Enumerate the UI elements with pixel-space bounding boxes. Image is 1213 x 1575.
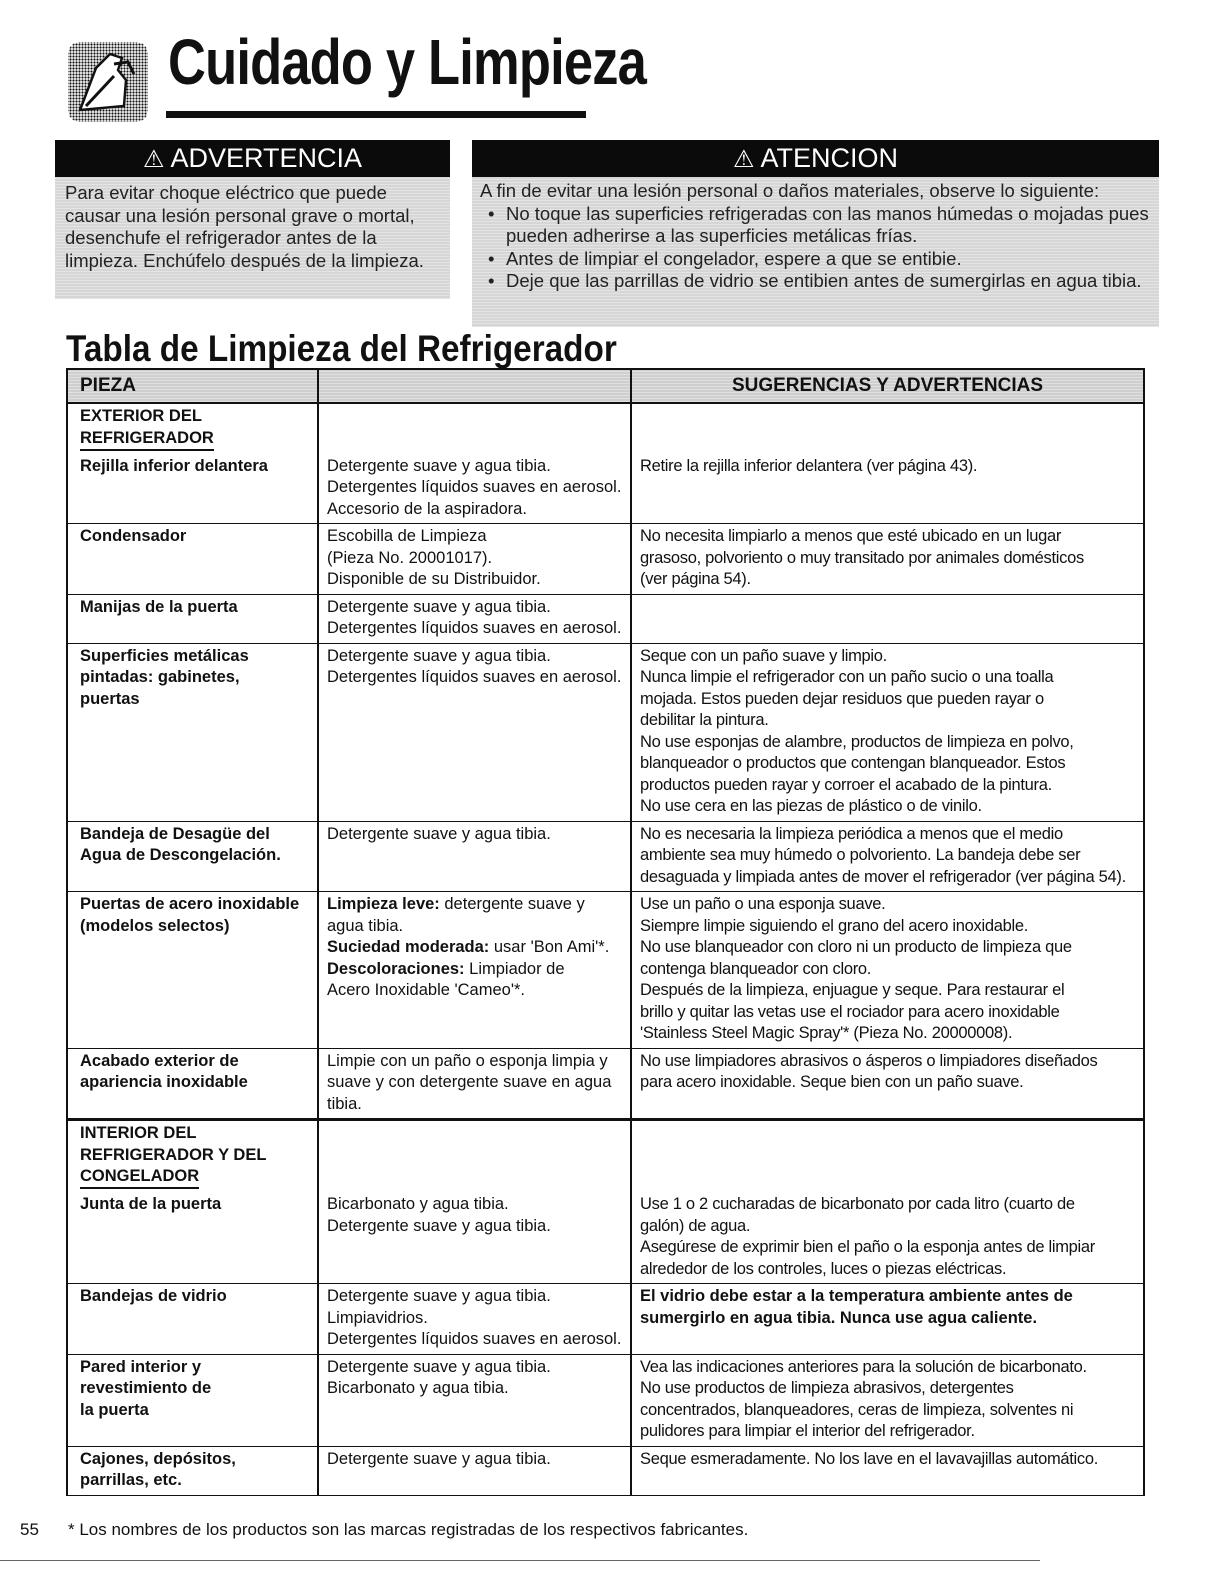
- cell-line: alrededor de los controles, luces o piezas eléctricas.: [640, 1259, 1007, 1278]
- bottom-rule: [0, 1560, 1040, 1561]
- advertencia-body: [55, 177, 450, 299]
- cell-line: Seque con un paño suave y limpio.: [640, 646, 887, 665]
- cell-text: detergente suave y: [439, 895, 585, 913]
- cell-line: contenga blanqueador con cloro.: [640, 959, 872, 978]
- advertencia-box: [55, 140, 450, 299]
- cell-line: El vidrio debe estar a la temperatura ambiente antes de: [640, 1287, 1073, 1305]
- cell-line: Junta de la puerta: [80, 1195, 222, 1213]
- empty-cell: [631, 403, 1144, 454]
- table-row: [67, 643, 1144, 821]
- cleaning-table: [66, 368, 1145, 1496]
- table-row: [67, 1192, 1144, 1284]
- header-pieza: PIEZA: [67, 369, 318, 403]
- cell-line: productos pueden rayar y corroer el acabado de la pintura.: [640, 775, 1052, 794]
- cell-text: Acero Inoxidable 'Cameo'*.: [327, 981, 525, 999]
- table-row: [67, 1284, 1144, 1355]
- table-row: [67, 1446, 1144, 1495]
- table-row: [67, 821, 1144, 892]
- pieza-cell: [67, 643, 318, 821]
- cell-line: sumergirlo en agua tibia. Nunca use agua caliente.: [640, 1308, 1038, 1327]
- cell-line: pulidores para limpiar el interior del refrigerador.: [640, 1422, 975, 1440]
- cell-line: No use esponjas de alambre, productos de limpieza en polvo,: [640, 732, 1074, 751]
- cell-text: usar 'Bon Ami'*.: [489, 938, 610, 956]
- cell-line: revestimiento de: [80, 1379, 212, 1397]
- section-title-line: REFRIGERADOR Y DEL: [80, 1145, 267, 1164]
- suggestions-cell: [631, 1048, 1144, 1120]
- cell-line: Detergente suave y agua tibia.: [327, 824, 551, 843]
- cell-line: No use productos de limpieza abrasivos, detergentes: [640, 1379, 1014, 1397]
- cleaning-hand-icon: [66, 40, 150, 124]
- cell-line: Detergente suave y agua tibia.: [327, 456, 551, 475]
- cell-line: Detergente suave y agua tibia.: [327, 1357, 551, 1376]
- warning-triangle-icon: ⚠: [732, 146, 755, 173]
- cell-line: Puertas de acero inoxidable: [80, 895, 300, 913]
- atencion-bullet: • Antes de limpiar el congelador, espere a que se entibie.: [480, 248, 1151, 271]
- atencion-bullet: • Deje que las parrillas de vidrio se entibien antes de sumergirlas en agua tibia.: [480, 270, 1151, 293]
- cell-line: Detergente suave y agua tibia.: [327, 597, 551, 616]
- bold-label: Limpieza leve:: [327, 895, 440, 913]
- table-title: Tabla de Limpieza del Refrigerador: [66, 328, 617, 369]
- pieza-cell: [67, 454, 318, 524]
- cell-line: No use cera en las piezas de plástico o de vinilo.: [640, 797, 982, 815]
- cell-line: No use limpiadores abrasivos o ásperos o limpiadores diseñados: [640, 1051, 1098, 1070]
- cell-line: Condensador: [80, 527, 187, 545]
- cell-line: brillo y quitar las vetas use el rociador para acero inoxidable: [640, 1002, 1060, 1021]
- section-title-line: REFRIGERADOR: [80, 428, 214, 451]
- suggestions-cell: [631, 594, 1144, 643]
- section-title-line: EXTERIOR DEL: [80, 407, 202, 425]
- cell-line: Asegúrese de exprimir bien el paño o la esponja antes de limpiar: [640, 1238, 1095, 1256]
- table-row: [67, 454, 1144, 524]
- cell-line: Use un paño o una esponja suave.: [640, 895, 886, 913]
- cell-line: No use blanqueador con cloro ni un producto de limpieza que: [640, 938, 1072, 956]
- cell-line: desaguada y limpiada antes de mover el refrigerador (ver página 54).: [640, 867, 1126, 886]
- cell-line: [327, 959, 624, 981]
- table-row: [67, 594, 1144, 643]
- atencion-bullet: • No toque las superficies refrigeradas con las manos húmedas o mojadas pues pueden adherirse a las superficies metálicas frías.: [480, 203, 1151, 248]
- products-cell: [318, 1284, 631, 1355]
- page-title: Cuidado y Limpieza: [168, 26, 647, 98]
- pieza-cell: [67, 1354, 318, 1446]
- table-row: [67, 1354, 1144, 1446]
- atencion-list: [480, 203, 1151, 293]
- cell-line: Detergentes líquidos suaves en aerosol.: [327, 1330, 622, 1348]
- cell-line: Limpie con un paño o esponja limpia y: [327, 1051, 608, 1070]
- advertencia-line: desenchufe el refrigerador antes de la: [65, 227, 377, 248]
- cell-line: (modelos selectos): [80, 916, 230, 935]
- cell-line: Detergente suave y agua tibia.: [327, 1216, 551, 1235]
- products-cell: [318, 1354, 631, 1446]
- empty-cell: [318, 403, 631, 454]
- advertencia-header: [55, 140, 450, 177]
- cell-line: grasoso, polvoriento o muy transitado por animales domésticos: [640, 548, 1084, 567]
- cell-line: Detergente suave y agua tibia.: [327, 1287, 551, 1305]
- products-cell: [318, 1192, 631, 1284]
- cell-line: No necesita limpiarlo a menos que esté ubicado en un lugar: [640, 527, 1062, 545]
- section-exterior: [67, 403, 1144, 454]
- pieza-cell: [67, 524, 318, 595]
- cell-line: puertas: [80, 689, 140, 708]
- section-title-cell: [67, 1120, 318, 1193]
- cell-line: Escobilla de Limpieza: [327, 527, 487, 545]
- atencion-header: [472, 140, 1159, 177]
- cell-line: Bicarbonato y agua tibia.: [327, 1379, 509, 1397]
- cell-line: Limpiavidrios.: [327, 1308, 428, 1327]
- bold-label: Suciedad moderada:: [327, 938, 490, 956]
- table-row: [67, 892, 1144, 1049]
- cell-line: Use 1 o 2 cucharadas de bicarbonato por cada litro (cuarto de: [640, 1195, 1075, 1213]
- cell-line: No es necesaria la limpieza periódica a menos que el medio: [640, 824, 1063, 843]
- cell-line: Agua de Descongelación.: [80, 846, 281, 864]
- cell-line: galón) de agua.: [640, 1216, 751, 1235]
- advertencia-line: causar una lesión personal grave o mortal,: [65, 204, 415, 226]
- cell-line: 'Stainless Steel Magic Spray'* (Pieza No. 20000008).: [640, 1024, 1013, 1042]
- cell-line: [327, 894, 624, 916]
- cell-line: mojada. Estos pueden dejar residuos que pueden rayar o: [640, 689, 1044, 708]
- pieza-cell: [67, 892, 318, 1049]
- suggestions-cell: [631, 1354, 1144, 1446]
- pieza-cell: [67, 1446, 318, 1495]
- suggestions-cell: [631, 454, 1144, 524]
- cell-line: la puerta: [80, 1400, 149, 1419]
- cell-line: Retire la rejilla inferior delantera (ver página 43).: [640, 456, 978, 475]
- cell-line: ambiente sea muy húmedo o polvoriento. La bandeja debe ser: [640, 846, 1081, 864]
- cell-line: Cajones, depósitos,: [80, 1449, 236, 1468]
- cell-line: Detergentes líquidos suaves en aerosol.: [327, 478, 622, 496]
- cell-line: Detergentes líquidos suaves en aerosol.: [327, 668, 622, 686]
- suggestions-cell: [631, 821, 1144, 892]
- page-number: 55: [20, 1520, 39, 1539]
- table-header-row: [67, 369, 1144, 403]
- suggestions-cell: [631, 1446, 1144, 1495]
- products-cell: [318, 1446, 631, 1495]
- section-interior: [67, 1120, 1144, 1193]
- cell-line: Bicarbonato y agua tibia.: [327, 1195, 509, 1213]
- cell-line: suave y con detergente suave en agua: [327, 1073, 612, 1091]
- advertencia-line: Para evitar choque eléctrico que puede: [65, 182, 387, 203]
- products-cell: [318, 524, 631, 595]
- atencion-heading: ATENCION: [760, 143, 899, 173]
- table-row: [67, 1048, 1144, 1120]
- cell-line: concentrados, blanqueadores, ceras de limpieza, solventes ni: [640, 1400, 1074, 1419]
- bold-label: Descoloraciones:: [327, 959, 465, 978]
- empty-cell: [318, 1120, 631, 1193]
- cell-line: para acero inoxidable. Seque bien con un paño suave.: [640, 1073, 1024, 1091]
- cell-line: (ver página 54).: [640, 570, 751, 588]
- cell-line: Detergente suave y agua tibia.: [327, 1449, 551, 1468]
- atencion-body: [472, 177, 1159, 327]
- cell-line: [327, 980, 624, 1002]
- cell-text: agua tibia.: [327, 916, 404, 935]
- cell-line: Disponible de su Distribuidor.: [327, 570, 541, 588]
- section-title-cell: [67, 403, 318, 454]
- cell-text: Limpiador de: [464, 959, 565, 978]
- cell-line: debilitar la pintura.: [640, 711, 769, 729]
- title-underline: [166, 111, 586, 118]
- products-cell: [318, 821, 631, 892]
- cell-line: Pared interior y: [80, 1357, 202, 1376]
- advertencia-heading: ADVERTENCIA: [170, 143, 363, 173]
- cell-line: Después de la limpieza, enjuague y seque. Para restaurar el: [640, 981, 1065, 999]
- pieza-cell: [67, 1284, 318, 1355]
- suggestions-cell: [631, 1284, 1144, 1355]
- cell-line: Nunca limpie el refrigerador con un paño sucio o una toalla: [640, 668, 1054, 686]
- suggestions-cell: [631, 524, 1144, 595]
- cell-line: Detergentes líquidos suaves en aerosol.: [327, 619, 622, 637]
- cell-line: parrillas, etc.: [80, 1471, 182, 1489]
- cell-line: [327, 937, 624, 959]
- products-cell: [318, 892, 631, 1049]
- suggestions-cell: [631, 892, 1144, 1049]
- cell-line: Seque esmeradamente. No los lave en el lavavajillas automático.: [640, 1449, 1099, 1468]
- products-cell: [318, 1048, 631, 1120]
- products-cell: [318, 594, 631, 643]
- suggestions-cell: [631, 643, 1144, 821]
- header-products: [318, 369, 631, 403]
- cell-line: Accesorio de la aspiradora.: [327, 499, 527, 518]
- warning-triangle-icon: ⚠: [142, 146, 165, 173]
- cell-line: [327, 916, 624, 938]
- cell-line: Bandeja de Desagüe del: [80, 824, 270, 843]
- cell-line: pintadas: gabinetes,: [80, 668, 240, 686]
- cell-line: blanqueador o productos que contengan blanqueador. Estos: [640, 754, 1066, 772]
- table-body: [67, 403, 1144, 1495]
- table-row: [67, 524, 1144, 595]
- cell-line: tibia.: [327, 1094, 362, 1113]
- pieza-cell: [67, 1048, 318, 1120]
- empty-cell: [631, 1120, 1144, 1193]
- cell-line: Manijas de la puerta: [80, 597, 238, 616]
- cell-line: Detergente suave y agua tibia.: [327, 646, 551, 665]
- cell-line: Rejilla inferior delantera: [80, 456, 268, 475]
- section-title-line: CONGELADOR: [80, 1166, 199, 1189]
- cell-line: Superficies metálicas: [80, 646, 249, 665]
- cell-line: Vea las indicaciones anteriores para la solución de bicarbonato.: [640, 1357, 1087, 1376]
- cell-line: (Pieza No. 20001017).: [327, 548, 493, 567]
- cell-line: Acabado exterior de: [80, 1051, 239, 1070]
- header-sugerencias: SUGERENCIAS Y ADVERTENCIAS: [631, 369, 1144, 403]
- cell-line: Bandejas de vidrio: [80, 1287, 227, 1305]
- cell-line: Siempre limpie siguiendo el grano del acero inoxidable.: [640, 916, 1028, 935]
- atencion-box: [472, 140, 1159, 327]
- cell-line: apariencia inoxidable: [80, 1073, 248, 1091]
- suggestions-cell: [631, 1192, 1144, 1284]
- atencion-intro: A fin de evitar una lesión personal o daños materiales, observe lo siguiente:: [480, 180, 1100, 201]
- pieza-cell: [67, 594, 318, 643]
- products-cell: [318, 454, 631, 524]
- pieza-cell: [67, 821, 318, 892]
- pieza-cell: [67, 1192, 318, 1284]
- footnote: * Los nombres de los productos son las marcas registradas de los respectivos fabricantes.: [68, 1520, 749, 1539]
- advertencia-line: limpieza. Enchúfelo después de la limpieza.: [65, 249, 424, 271]
- section-title-line: INTERIOR DEL: [80, 1124, 197, 1142]
- products-cell: [318, 643, 631, 821]
